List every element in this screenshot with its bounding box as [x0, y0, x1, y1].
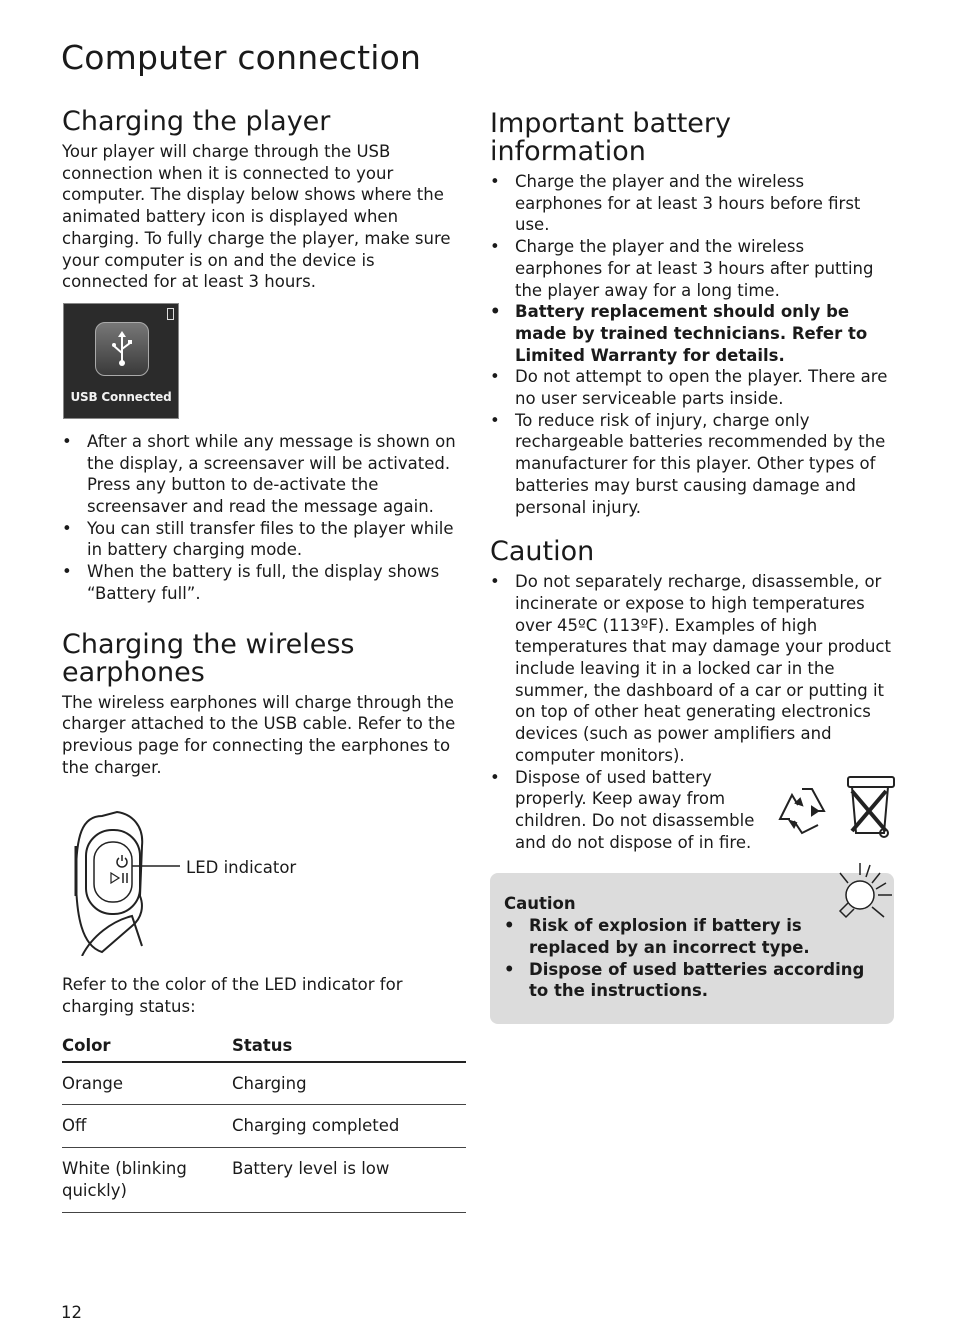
table-cell: Battery level is low — [232, 1148, 466, 1212]
caution-heading: Caution — [490, 536, 595, 568]
column-header-color: Color — [62, 1036, 232, 1062]
led-indicator-label: LED indicator — [186, 858, 297, 878]
list-item — [490, 767, 894, 854]
column-header-status: Status — [232, 1036, 466, 1062]
caution-bullets — [490, 571, 894, 853]
crossed-bin-icon — [848, 777, 894, 837]
charging-player-section — [62, 108, 466, 605]
list-item: • To reduce risk of injury, charge only rechargeable batteries recommended by the manufacturer for this player. Other types of batteries may burst causing damage and personal injury. — [490, 410, 894, 519]
table-cell: White (blinking quickly) — [62, 1148, 232, 1212]
table-cell: Off — [62, 1105, 232, 1148]
usb-icon — [95, 322, 149, 376]
battery-info-heading: Important battery information — [490, 108, 731, 167]
usb-connected-label: USB Connected — [70, 389, 172, 404]
list-item: • Charge the player and the wireless earphones for at least 3 hours before first use. — [490, 171, 894, 236]
list-item: • You can still transfer files to the player while in battery charging mode. — [62, 518, 466, 561]
list-item: • Do not attempt to open the player. There are no user serviceable parts inside. — [490, 366, 894, 409]
caution-box — [490, 873, 894, 1024]
recycle-icon — [780, 789, 824, 833]
earphone-illustration — [62, 806, 466, 956]
page-title: Computer connection — [61, 38, 422, 77]
battery-info-section — [490, 110, 894, 518]
charging-player-bullets — [62, 431, 466, 605]
right-column — [490, 110, 894, 1024]
earphone-drawing — [72, 806, 192, 956]
dispose-text: • Dispose of used battery properly. Keep away from children. Do not disassemble and do not dispose of in fire. — [515, 767, 755, 852]
charging-earphones-body: The wireless earphones will charge through the charger attached to the USB cable. Refer to the previous page for connecting the earphones to the charger. — [62, 692, 456, 777]
charging-player-body: Your player will charge through the USB connection when it is connected to your computer. The display below shows where the animated battery icon is displayed when charging. To fully charge the player, make sure your computer is on and the device is connected for at least 3 hours. — [62, 142, 451, 292]
charging-player-heading: Charging the player — [62, 106, 331, 137]
caution-box-title: Caution — [504, 894, 576, 914]
list-item: • Do not separately recharge, disassemble, or incinerate or expose to high temperatures over 45ºC (113ºF). Examples of high temperatures that may damage your product include leaving it in a locked car in the summer, the dashboard of a car or putting it on top of other heat generating electronics devices (such as power amplifiers and computer monitors). — [490, 571, 894, 766]
list-item: • When the battery is full, the display shows “Battery full”. — [62, 561, 466, 604]
charging-earphones-heading: Charging the wireless earphones — [62, 628, 355, 688]
list-item: • After a short while any message is shown on the display, a screensaver will be activated. Press any button to de-activate the screensaver and read the message again. — [62, 431, 466, 518]
table-cell: Charging completed — [232, 1105, 466, 1148]
list-item-bold: • Battery replacement should only be made by trained technicians. Refer to Limited Warranty for details. — [490, 301, 894, 366]
table-row — [62, 1105, 466, 1148]
list-item-bold: • Risk of explosion if battery is replaced by an incorrect type. — [504, 915, 880, 958]
led-status-table — [62, 1036, 466, 1213]
table-cell: Orange — [62, 1062, 232, 1105]
disposal-icons — [772, 775, 896, 841]
usb-connected-screen — [63, 303, 179, 419]
left-column — [62, 108, 466, 1213]
battery-info-bullets — [490, 171, 894, 518]
list-item-bold: • Dispose of used batteries according to the instructions. — [504, 959, 880, 1002]
table-cell: Charging — [232, 1062, 466, 1105]
caution-box-bullets — [504, 915, 880, 1002]
battery-icon — [167, 308, 174, 320]
list-item: • Charge the player and the wireless earphones for at least 3 hours after putting the player away for a long time. — [490, 236, 894, 301]
table-header-row — [62, 1036, 466, 1062]
charging-earphones-section — [62, 628, 466, 1213]
caution-section — [490, 538, 894, 1024]
led-refer-text: Refer to the color of the LED indicator for charging status: — [62, 975, 403, 1017]
table-row — [62, 1148, 466, 1212]
page-number: 12 — [61, 1303, 82, 1322]
table-row — [62, 1062, 466, 1105]
